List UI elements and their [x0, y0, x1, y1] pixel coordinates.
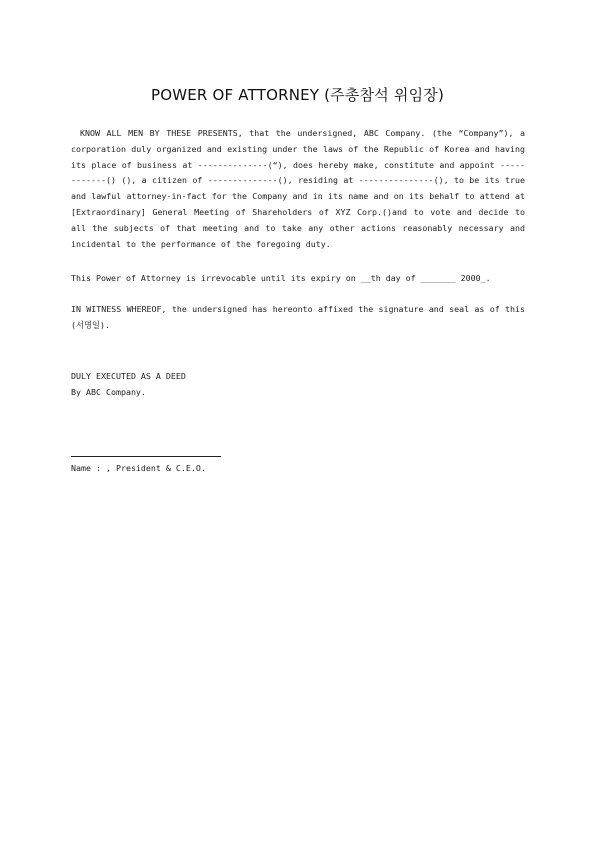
expiry-paragraph: This Power of Attorney is irrevocable until its expiry on __th day of _______ 2000_.	[71, 273, 491, 283]
by-company-line: By ABC Company.	[71, 387, 146, 397]
signature-line	[71, 456, 221, 457]
executed-line: DULY EXECUTED AS A DEED	[71, 371, 186, 381]
execution-block	[71, 368, 525, 400]
signatory-name: Name : , President & C.E.O.	[71, 463, 206, 473]
witness-paragraph: IN WITNESS WHEREOF, the undersigned has hereonto affixed the signature and seal as of this (서명일).	[71, 304, 525, 330]
document-title: POWER OF ATTORNEY (주총참석 위임장)	[150, 86, 445, 104]
appointment-paragraph: KNOW ALL MEN BY THESE PRESENTS, that the undersigned, ABC Company. (the “Company”), a corporation duly organized and existing under the laws of the Republic of Korea and having its place of business at --------------(“), does hereby make, constitute and appoint ------------() (), a citizen of --------------(), residing at ---------------(), to be its true and lawful attorney-in-fact for the Company and in its name and on its behalf to attend at [Extraordinary] General Meeting of Shareholders of XYZ Corp.()and to vote and decide to all the subjects of that meeting and to take any other actions reasonably necessary and incidental to the performance of the foregoing duty.	[71, 128, 525, 249]
